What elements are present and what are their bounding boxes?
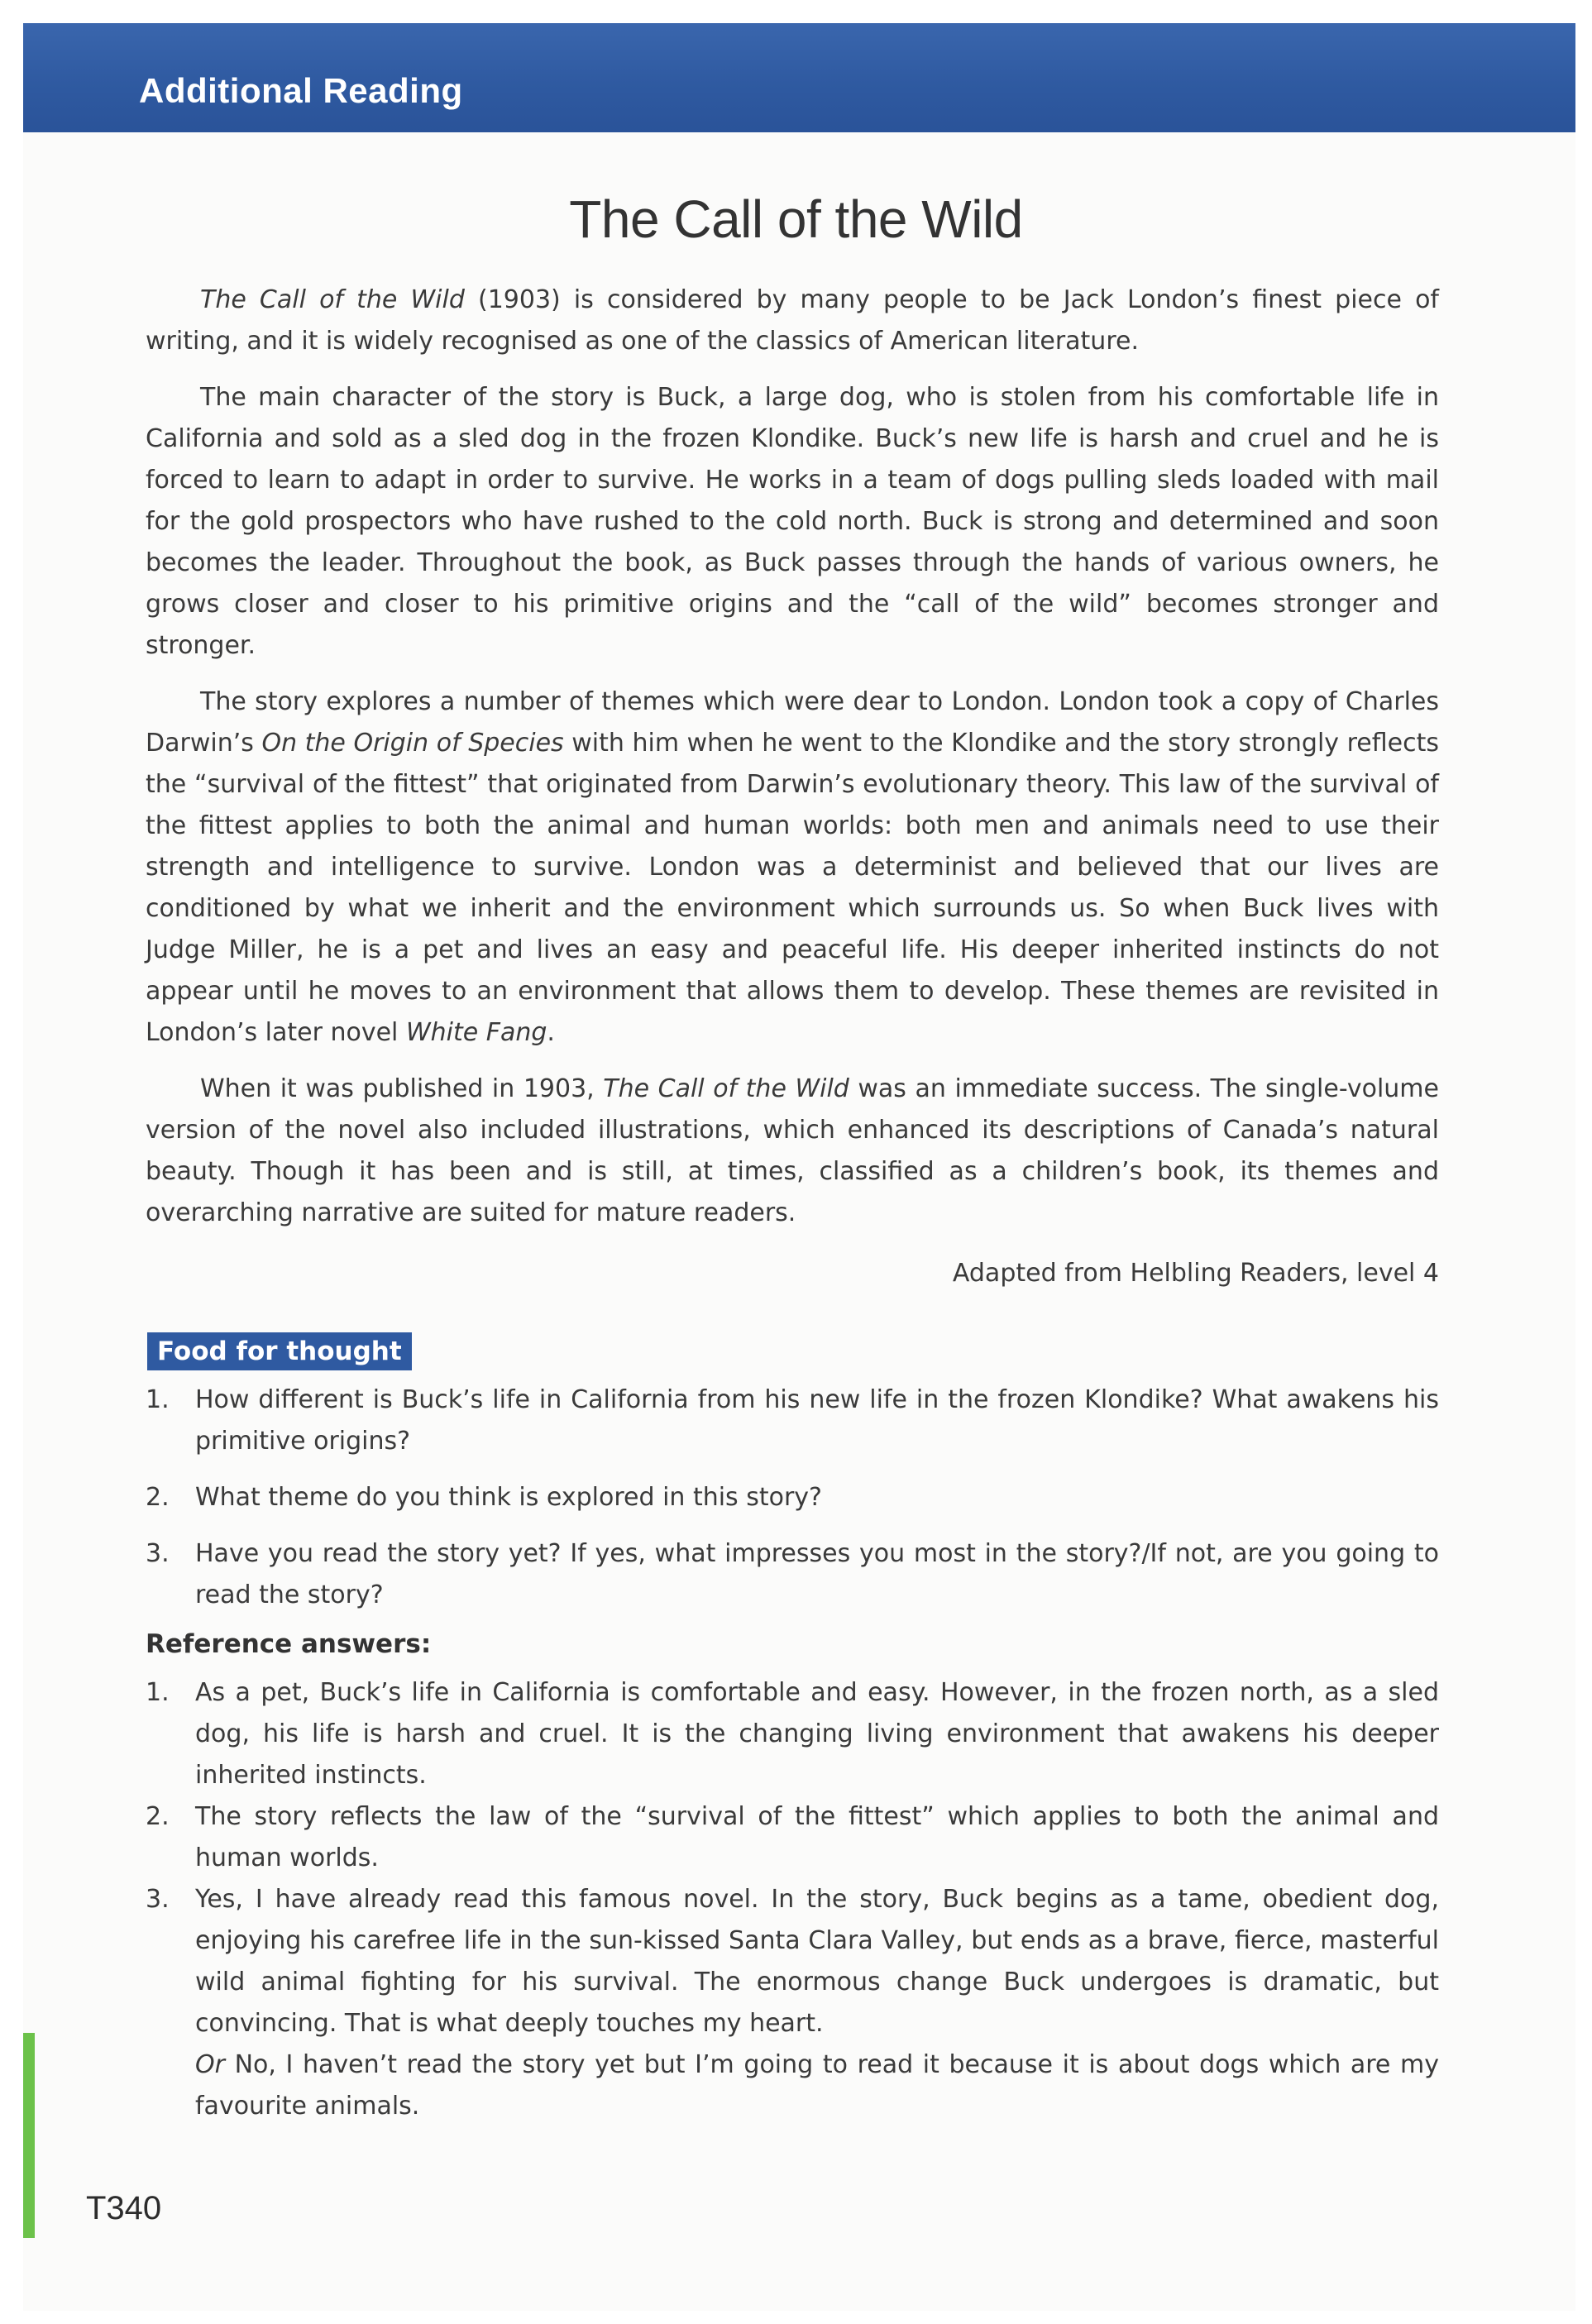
- publication-text-2: was an immediate success. The single-volume version of the novel also included illustrations, which enhanced its descriptions of Canada’s natural beauty. Though it has been and is still, at times, classified as a children’s book, its themes and overarching narrative are suited for mature readers.: [146, 1074, 1439, 1227]
- themes-text-2: with him when he went to the Klondike and the story strongly reflects the “survival of the fittest” that originated from Darwin’s evolutionary theory. This law of the survival of the fittest applies to both the animal and human worlds: both men and animals need to use their strength and intelligence to survive. London was a determinist and believed that our lives are conditioned by what we inherit and the environment which surrounds us. So when Buck lives with Judge Miller, he is a pet and lives an easy and peaceful life. His deeper inherited instincts do not appear until he moves to an environment that allows them to develop. These themes are revisited in London’s later novel: [146, 729, 1440, 1047]
- question-number: 2.: [146, 1483, 170, 1512]
- answer-item: [146, 1672, 1439, 1796]
- page-number: T340: [86, 2190, 162, 2226]
- answer-item: [146, 1796, 1439, 1879]
- or-label: Or: [195, 2050, 225, 2079]
- question-item: [146, 1477, 1439, 1518]
- paragraph-publication: [146, 1069, 1439, 1234]
- book-title-italic: The Call of the Wild: [200, 285, 465, 314]
- paragraph-main-character: The main character of the story is Buck, a large dog, who is stolen from his comfortable life in California and sold as a sled dog in the frozen Klondike. Buck’s new life is harsh and cruel and he is forced to learn to adapt in order to survive. He works in a team of dogs pulling sleds loaded with mail for the gold prospectors who have rushed to the cold north. Buck is strong and determined and soon becomes the leader. Throughout the book, as Buck passes through the hands of various owners, he grows closer and closer to his primitive origins and the “call of the wild” becomes stronger and stronger.: [146, 383, 1439, 660]
- questions-list: [146, 1380, 1439, 1631]
- page-title: The Call of the Wild: [569, 189, 1023, 249]
- themes-text-1: The story explores a number of themes which were dear to London. London took a copy of Charles Darwin’s: [146, 687, 1439, 758]
- answers-list: [146, 1672, 1439, 2127]
- question-number: 1.: [146, 1385, 170, 1414]
- food-for-thought-label: Food for thought: [147, 1332, 412, 1370]
- book-title-italic-2: The Call of the Wild: [603, 1074, 849, 1103]
- white-fang-italic: White Fang: [405, 1018, 547, 1047]
- question-text: What theme do you think is explored in this story?: [195, 1483, 822, 1512]
- answer-text: As a pet, Buck’s life in California is comfortable and easy. However, in the frozen north, as a sled dog, his life is harsh and cruel. It is the changing living environment that awakens his deeper inherited instincts.: [195, 1678, 1439, 1790]
- answer-number: 2.: [146, 1802, 170, 1831]
- question-text: Have you read the story yet? If yes, what impresses you most in the story?/If not, are you going to read the story?: [195, 1539, 1439, 1609]
- answer-item: [146, 1879, 1439, 2044]
- paragraph-intro: [146, 280, 1439, 362]
- source-credit: Adapted from Helbling Readers, level 4: [952, 1259, 1439, 1288]
- question-item: [146, 1380, 1439, 1462]
- answer-number: 1.: [146, 1678, 170, 1707]
- article-body: [146, 280, 1439, 1249]
- paragraph-themes: [146, 681, 1439, 1054]
- answer-text: Yes, I have already read this famous novel. In the story, Buck begins as a tame, obedient dog, enjoying his carefree life in the sun-kissed Santa Clara Valley, but ends as a brave, fierce, masterful wild animal fighting for his survival. The enormous change Buck undergoes is dramatic, but convincing. That is what deeply touches my heart.: [195, 1885, 1439, 2038]
- themes-text-3: .: [547, 1018, 555, 1047]
- question-item: [146, 1533, 1439, 1616]
- publication-text-1: When it was published in 1903,: [200, 1074, 604, 1103]
- margin-accent-bar: [23, 2033, 35, 2238]
- alternative-answer-text: No, I haven’t read the story yet but I’m going to read it because it is about dogs which are my favourite animals.: [195, 2050, 1439, 2121]
- origin-of-species-italic: On the Origin of Species: [261, 729, 564, 758]
- section-label: Additional Reading: [139, 71, 463, 110]
- question-number: 3.: [146, 1539, 170, 1568]
- paragraph-intro-text: (1903) is considered by many people to be Jack London’s finest piece of writing, and it is widely recognised as one of the classics of American literature.: [146, 285, 1439, 356]
- question-text: How different is Buck’s life in California from his new life in the frozen Klondike? What awakens his primitive origins?: [195, 1385, 1439, 1456]
- answer-text: The story reflects the law of the “survival of the fittest” which applies to both the animal and human worlds.: [195, 1802, 1439, 1872]
- answer-alternative: [146, 2044, 1439, 2127]
- answer-number: 3.: [146, 1885, 170, 1914]
- reference-answers-heading: Reference answers:: [146, 1629, 432, 1659]
